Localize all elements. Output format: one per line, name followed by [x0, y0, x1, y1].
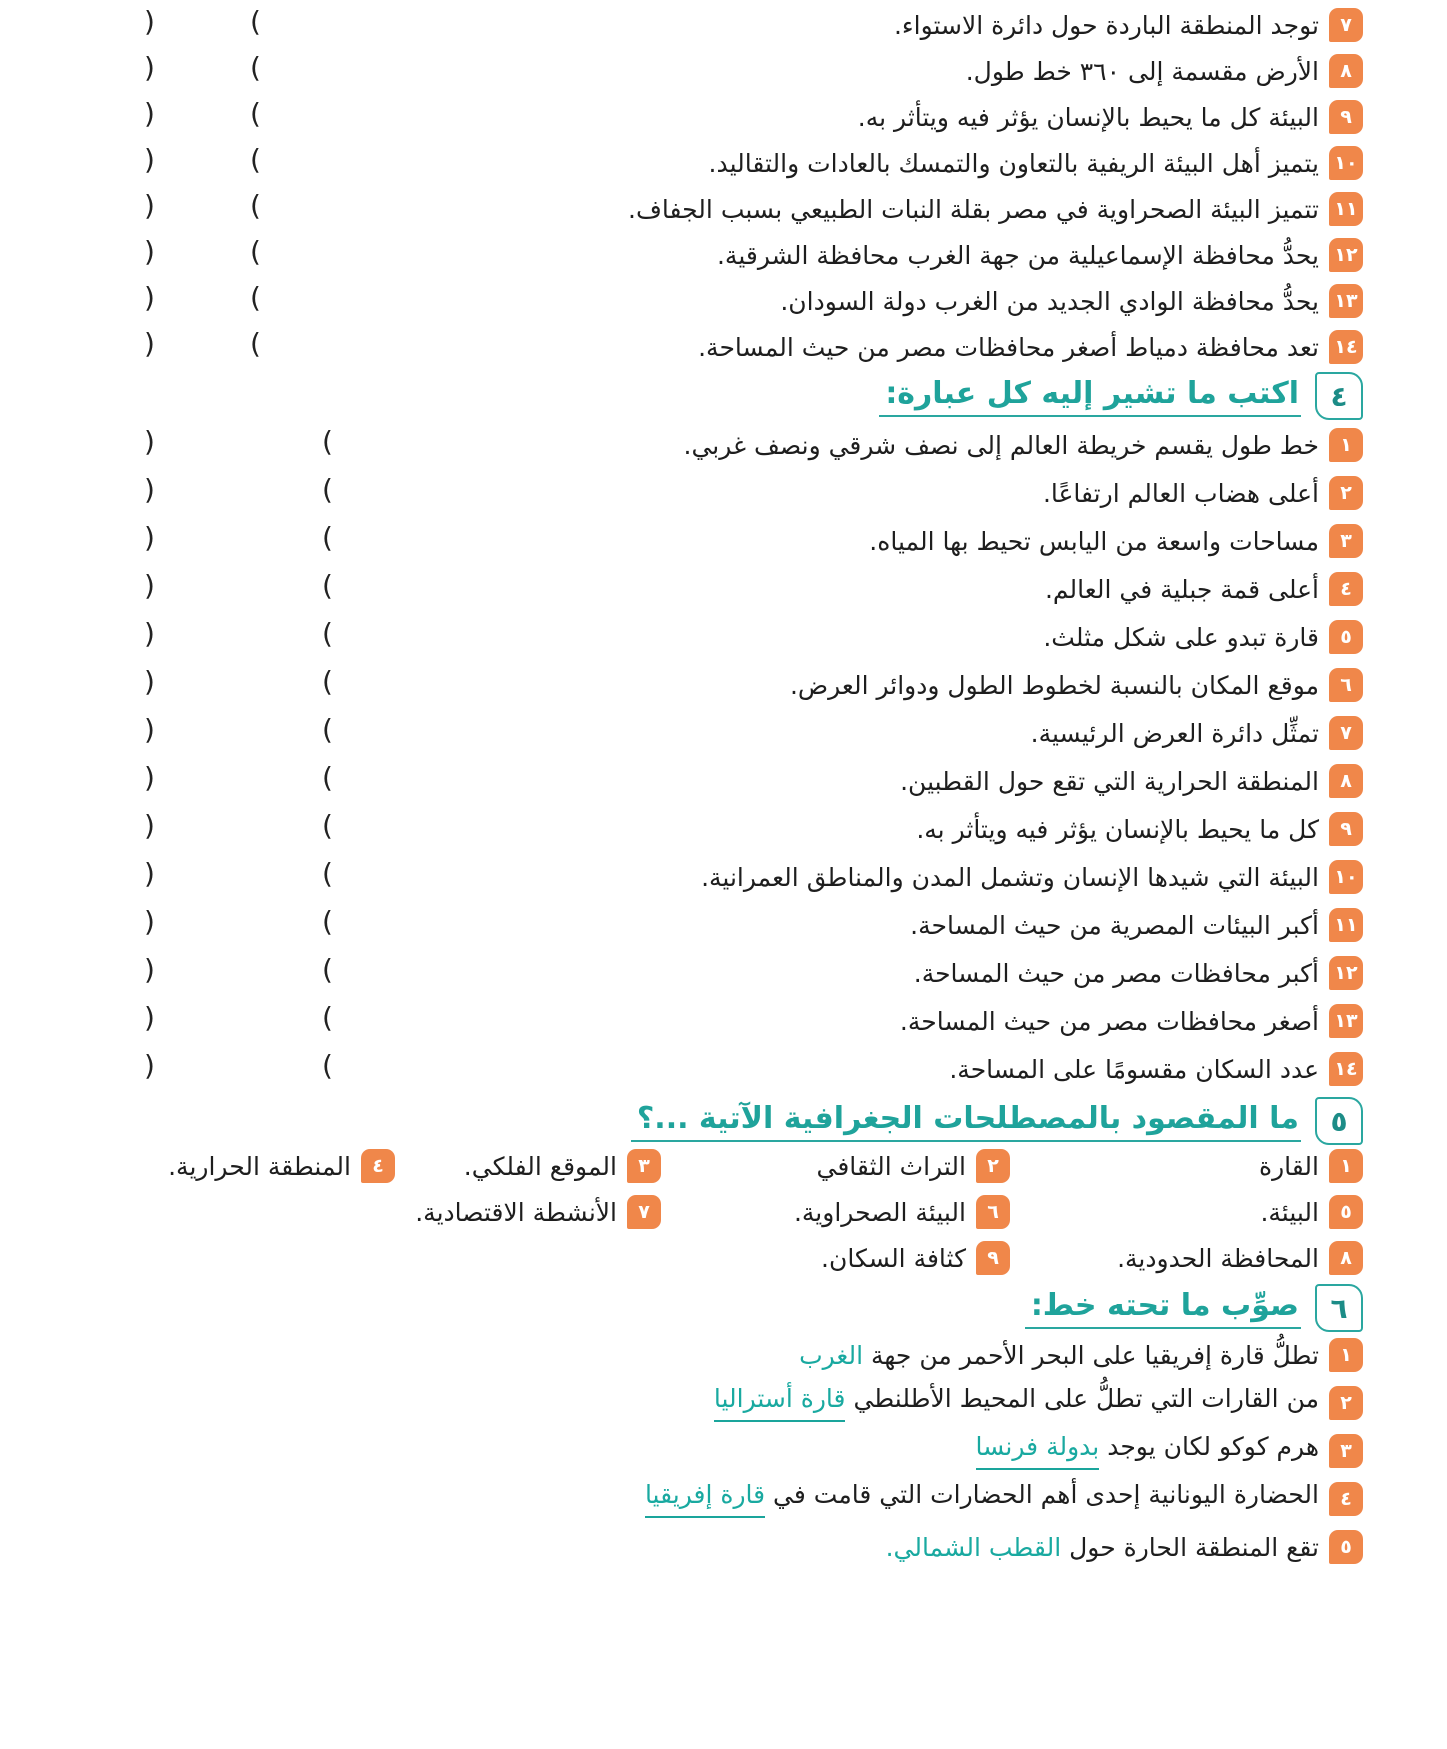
- term-text: كثافة السكان.: [821, 1243, 966, 1273]
- term-item: [464, 1144, 661, 1188]
- answer-bracket-open: ): [322, 473, 333, 506]
- answer-bracket-open: ): [322, 521, 333, 554]
- statement-text: البيئة التي شيدها الإنسان وتشمل المدن والمناطق العمرانية.: [701, 862, 1319, 892]
- answer-bracket-close: (: [144, 281, 155, 314]
- statement-text: تطلُّ قارة إفريقيا على البحر الأحمر من جهة: [871, 1340, 1319, 1370]
- statement-text: أكبر البيئات المصرية من حيث المساحة.: [910, 910, 1319, 940]
- answer-bracket-open: ): [322, 665, 333, 698]
- answer-bracket-close: (: [144, 473, 155, 506]
- answer-bracket-open: ): [322, 617, 333, 650]
- term-text: القارة: [1259, 1151, 1319, 1181]
- item-number-badge: ٥: [1329, 1195, 1363, 1229]
- correction-item: [60, 1381, 1363, 1425]
- item-number-badge: ١٣: [1329, 284, 1363, 318]
- answer-bracket-close: (: [144, 569, 155, 602]
- statement-text: يحدُّ محافظة الوادي الجديد من الغرب دولة السودان.: [780, 286, 1319, 316]
- answer-bracket-open: ): [322, 761, 333, 794]
- underlined-answer: القطب الشمالي.: [885, 1532, 1062, 1562]
- item-number-badge: ١٢: [1329, 238, 1363, 272]
- true-false-item: [60, 95, 1363, 139]
- item-number-badge: ١٣: [1329, 1004, 1363, 1038]
- item-number-badge: ٣: [1329, 1434, 1363, 1468]
- item-number-badge: ٧: [1329, 8, 1363, 42]
- item-number-badge: ١: [1329, 428, 1363, 462]
- answer-bracket-close: (: [144, 327, 155, 360]
- item-number-badge: ٦: [976, 1195, 1010, 1229]
- section-number: ٦: [1315, 1284, 1363, 1332]
- section-6-header: [1025, 1282, 1363, 1334]
- answer-bracket-open: ): [322, 905, 333, 938]
- answer-bracket-open: ): [322, 953, 333, 986]
- item-number-badge: ٤: [1329, 572, 1363, 606]
- definition-item: [60, 807, 1363, 851]
- section-4-header: [879, 370, 1363, 422]
- statement-text: عدد السكان مقسومًا على المساحة.: [949, 1054, 1319, 1084]
- answer-bracket-open: ): [322, 809, 333, 842]
- underlined-answer: قارة إفريقيا: [645, 1481, 765, 1518]
- item-number-badge: ١: [1329, 1338, 1363, 1372]
- term-item: [1117, 1236, 1363, 1280]
- answer-bracket-close: (: [144, 425, 155, 458]
- item-number-badge: ٤: [1329, 1482, 1363, 1516]
- answer-bracket-close: (: [144, 905, 155, 938]
- definition-item: [60, 615, 1363, 659]
- term-item: [821, 1236, 1010, 1280]
- term-text: الموقع الفلكي.: [463, 1151, 617, 1181]
- term-text: المحافظة الحدودية.: [1117, 1243, 1319, 1273]
- statement-text: أعلى قمة جبلية في العالم.: [1044, 574, 1319, 604]
- term-text: الأنشطة الاقتصادية.: [415, 1197, 617, 1227]
- definition-item: [60, 903, 1363, 947]
- answer-bracket-open: ): [322, 713, 333, 746]
- definition-item: [60, 855, 1363, 899]
- section-title: اكتب ما تشير إليه كل عبارة:: [879, 376, 1301, 417]
- item-number-badge: ١١: [1329, 192, 1363, 226]
- answer-bracket-close: (: [144, 1049, 155, 1082]
- statement-text: هرم كوكو لكان يوجد: [1107, 1432, 1319, 1462]
- term-item: [168, 1144, 395, 1188]
- statement-text: الأرض مقسمة إلى ٣٦٠ خط طول.: [965, 56, 1319, 86]
- item-number-badge: ٩: [1329, 812, 1363, 846]
- answer-bracket-open: ): [250, 143, 261, 176]
- section-5-header: [631, 1095, 1363, 1147]
- item-number-badge: ٨: [1329, 54, 1363, 88]
- answer-bracket-open: ): [250, 97, 261, 130]
- answer-bracket-close: (: [144, 51, 155, 84]
- item-number-badge: ١٠: [1329, 860, 1363, 894]
- definition-item: [60, 759, 1363, 803]
- answer-bracket-close: (: [144, 665, 155, 698]
- answer-bracket-open: ): [322, 1049, 333, 1082]
- item-number-badge: ٩: [1329, 100, 1363, 134]
- item-number-badge: ٨: [1329, 764, 1363, 798]
- item-number-badge: ٧: [1329, 716, 1363, 750]
- answer-bracket-close: (: [144, 235, 155, 268]
- true-false-item: [60, 279, 1363, 323]
- correction-item: [60, 1525, 1363, 1569]
- definition-item: [60, 1047, 1363, 1091]
- answer-bracket-close: (: [144, 143, 155, 176]
- definition-item: [60, 519, 1363, 563]
- statement-text: أكبر محافظات مصر من حيث المساحة.: [913, 958, 1319, 988]
- underlined-answer: قارة أستراليا: [714, 1385, 846, 1422]
- term-item: [817, 1144, 1011, 1188]
- item-number-badge: ٣: [627, 1149, 661, 1183]
- item-number-badge: ١٤: [1329, 1052, 1363, 1086]
- section-title: ما المقصود بالمصطلحات الجغرافية الآتية ...؟: [631, 1101, 1301, 1142]
- answer-bracket-close: (: [144, 5, 155, 38]
- answer-bracket-open: ): [250, 235, 261, 268]
- answer-bracket-open: ): [250, 327, 261, 360]
- definition-item: [60, 663, 1363, 707]
- answer-bracket-close: (: [144, 617, 155, 650]
- answer-bracket-close: (: [144, 953, 155, 986]
- term-item: [1259, 1144, 1363, 1188]
- underlined-answer: بدولة فرنسا: [976, 1433, 1100, 1470]
- definition-item: [60, 999, 1363, 1043]
- statement-text: قارة تبدو على شكل مثلث.: [1043, 622, 1319, 652]
- true-false-item: [60, 187, 1363, 231]
- definition-item: [60, 951, 1363, 995]
- term-text: البيئة.: [1260, 1197, 1319, 1227]
- term-text: البيئة الصحراوية.: [793, 1197, 966, 1227]
- item-number-badge: ٤: [361, 1149, 395, 1183]
- term-item: [1260, 1190, 1363, 1234]
- statement-text: تمثِّل دائرة العرض الرئيسية.: [1030, 718, 1319, 748]
- section-title: صوِّب ما تحته خط:: [1025, 1288, 1301, 1329]
- term-text: التراث الثقافي: [816, 1151, 966, 1181]
- answer-bracket-open: ): [322, 1001, 333, 1034]
- item-number-badge: ١١: [1329, 908, 1363, 942]
- answer-bracket-close: (: [144, 857, 155, 890]
- statement-text: تتميز البيئة الصحراوية في مصر بقلة النبات الطبيعي بسبب الجفاف.: [628, 194, 1319, 224]
- item-number-badge: ٩: [976, 1241, 1010, 1275]
- true-false-item: [60, 141, 1363, 185]
- statement-text: يحدُّ محافظة الإسماعيلية من جهة الغرب محافظة الشرقية.: [716, 240, 1319, 270]
- item-number-badge: ١٢: [1329, 956, 1363, 990]
- answer-bracket-close: (: [144, 521, 155, 554]
- underlined-answer: الغرب: [799, 1340, 864, 1370]
- item-number-badge: ٥: [1329, 1530, 1363, 1564]
- true-false-item: [60, 325, 1363, 369]
- item-number-badge: ٥: [1329, 620, 1363, 654]
- definition-item: [60, 711, 1363, 755]
- answer-bracket-close: (: [144, 97, 155, 130]
- answer-bracket-close: (: [144, 713, 155, 746]
- item-number-badge: ٣: [1329, 524, 1363, 558]
- definition-item: [60, 567, 1363, 611]
- term-text: المنطقة الحرارية.: [168, 1151, 351, 1181]
- answer-bracket-open: ): [250, 281, 261, 314]
- item-number-badge: ٢: [976, 1149, 1010, 1183]
- statement-text: من القارات التي تطلُّ على المحيط الأطلنطي: [853, 1384, 1319, 1414]
- item-number-badge: ٢: [1329, 476, 1363, 510]
- item-number-badge: ٨: [1329, 1241, 1363, 1275]
- correction-item: [60, 1477, 1363, 1521]
- term-item: [794, 1190, 1010, 1234]
- section-number: ٤: [1315, 372, 1363, 420]
- section-number: ٥: [1315, 1097, 1363, 1145]
- statement-text: الحضارة اليونانية إحدى أهم الحضارات التي قامت في: [773, 1480, 1319, 1510]
- statement-text: مساحات واسعة من اليابس تحيط بها المياه.: [869, 526, 1319, 556]
- answer-bracket-open: ): [322, 425, 333, 458]
- statement-text: المنطقة الحرارية التي تقع حول القطبين.: [900, 766, 1319, 796]
- definition-item: [60, 423, 1363, 467]
- correction-item: [60, 1333, 1363, 1377]
- item-number-badge: ١٠: [1329, 146, 1363, 180]
- answer-bracket-open: ): [322, 857, 333, 890]
- true-false-item: [60, 3, 1363, 47]
- answer-bracket-close: (: [144, 761, 155, 794]
- statement-text: أعلى هضاب العالم ارتفاعًا.: [1042, 478, 1319, 508]
- correction-item: [60, 1429, 1363, 1473]
- answer-bracket-close: (: [144, 1001, 155, 1034]
- true-false-item: [60, 49, 1363, 93]
- answer-bracket-open: ): [250, 5, 261, 38]
- statement-text: أصغر محافظات مصر من حيث المساحة.: [899, 1006, 1319, 1036]
- item-number-badge: ١٤: [1329, 330, 1363, 364]
- answer-bracket-open: ): [322, 569, 333, 602]
- item-number-badge: ٧: [627, 1195, 661, 1229]
- answer-bracket-open: ): [250, 189, 261, 222]
- statement-text: البيئة كل ما يحيط بالإنسان يؤثر فيه ويتأثر به.: [857, 102, 1319, 132]
- true-false-item: [60, 233, 1363, 277]
- item-number-badge: ٦: [1329, 668, 1363, 702]
- item-number-badge: ٢: [1329, 1386, 1363, 1420]
- statement-text: خط طول يقسم خريطة العالم إلى نصف شرقي ونصف غربي.: [683, 430, 1319, 460]
- statement-text: تعد محافظة دمياط أصغر محافظات مصر من حيث المساحة.: [698, 332, 1319, 362]
- statement-text: يتميز أهل البيئة الريفية بالتعاون والتمسك بالعادات والتقاليد.: [708, 148, 1319, 178]
- statement-text: موقع المكان بالنسبة لخطوط الطول ودوائر العرض.: [789, 670, 1319, 700]
- statement-text: تقع المنطقة الحارة حول: [1069, 1532, 1319, 1562]
- item-number-badge: ١: [1329, 1149, 1363, 1183]
- statement-text: توجد المنطقة الباردة حول دائرة الاستواء.: [893, 10, 1319, 40]
- term-item: [415, 1190, 661, 1234]
- statement-text: كل ما يحيط بالإنسان يؤثر فيه ويتأثر به.: [916, 814, 1319, 844]
- answer-bracket-close: (: [144, 189, 155, 222]
- answer-bracket-close: (: [144, 809, 155, 842]
- definition-item: [60, 471, 1363, 515]
- answer-bracket-open: ): [250, 51, 261, 84]
